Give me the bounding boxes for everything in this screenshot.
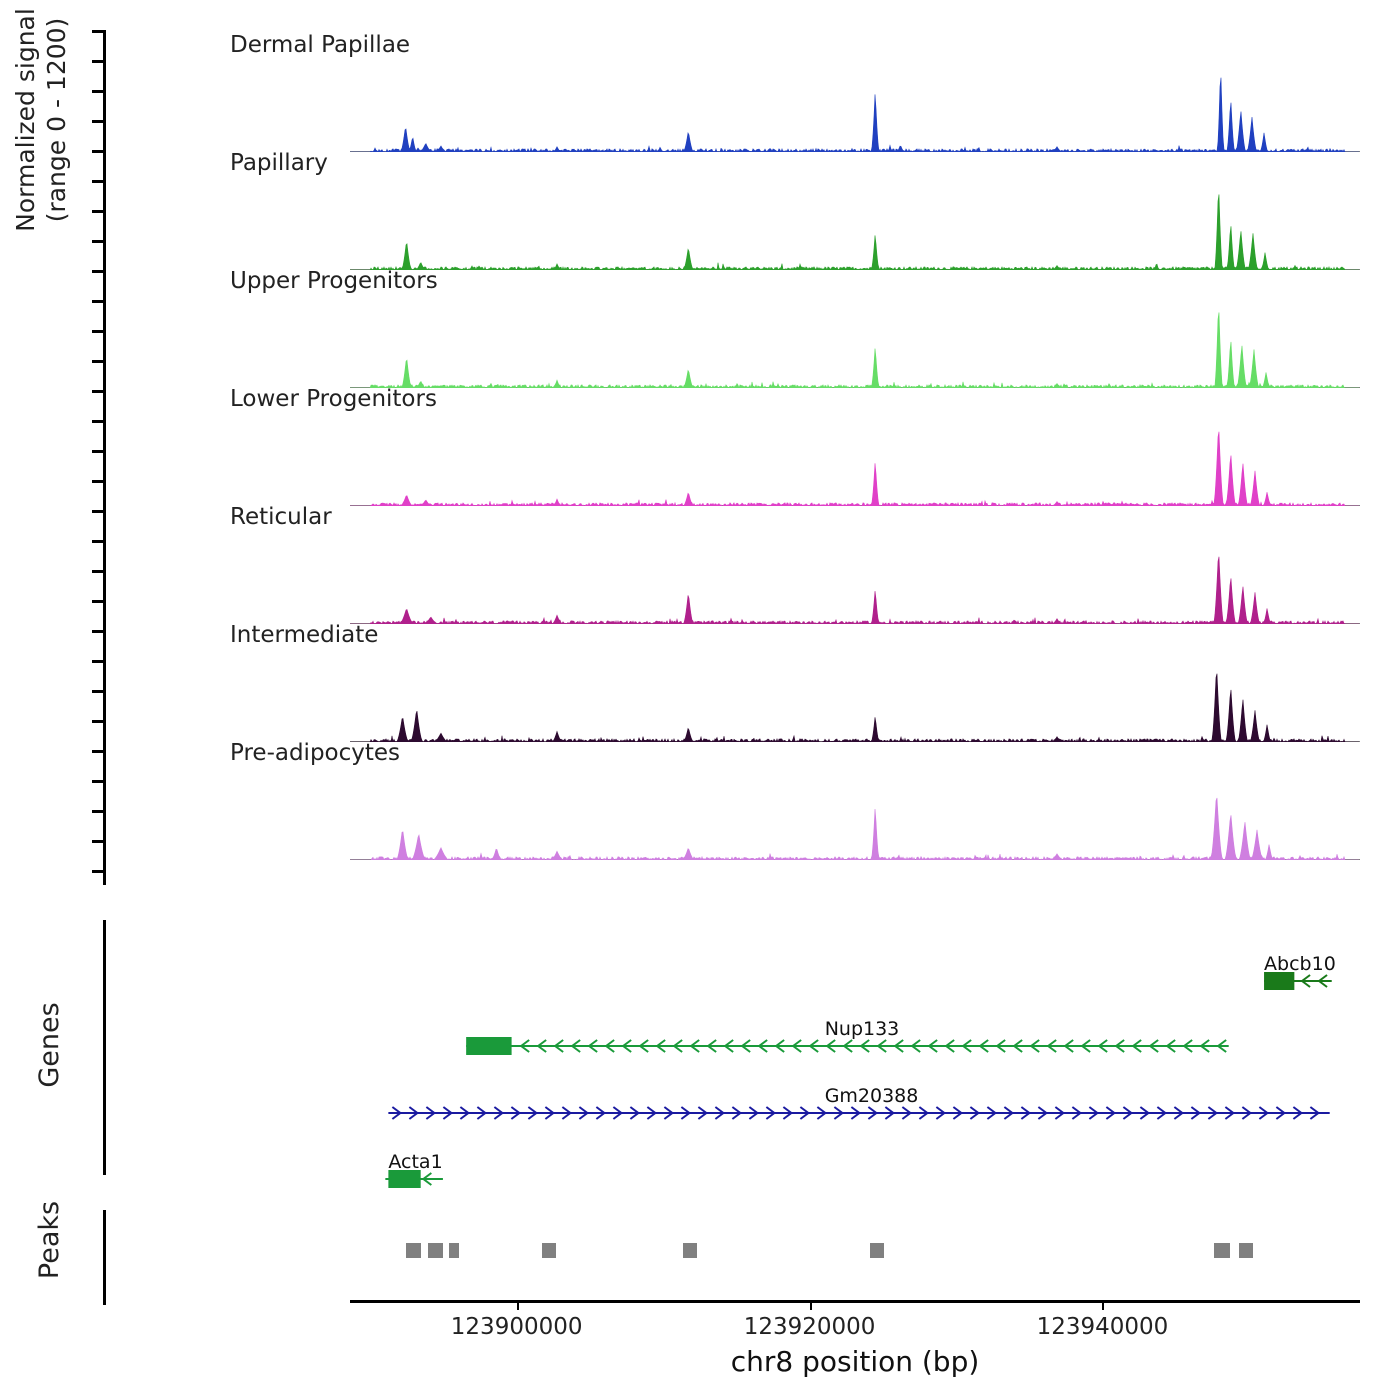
x-axis-tick-label: 123920000 [743,1314,876,1340]
signal-track [230,740,1360,860]
y-axis-tick [92,120,103,123]
track-signal [350,60,1360,152]
signal-track [230,504,1360,624]
gene-label: Abcb10 [1264,953,1336,975]
y-axis-label-line2: (range 0 - 1200) [42,17,72,223]
y-axis-tick [92,420,103,423]
y-axis-tick [92,630,103,633]
peak-marker[interactable] [1239,1243,1253,1258]
signal-axis-spine [103,30,106,885]
y-axis-tick [92,300,103,303]
y-axis-tick [92,180,103,183]
gene-label: Nup133 [824,1018,900,1040]
track-title: Papillary [230,150,328,176]
x-axis-tick [517,1300,519,1310]
y-axis-tick [92,30,103,33]
track-title: Reticular [230,504,332,530]
y-axis-label [10,0,73,300]
y-axis-tick [92,660,103,663]
gene-row[interactable] [350,1153,1360,1199]
gene-row[interactable] [350,1087,1360,1133]
y-axis-tick [92,60,103,63]
signal-track [230,268,1360,388]
y-axis-tick [92,570,103,573]
y-axis-tick [92,480,103,483]
gene-row[interactable] [350,955,1360,1001]
track-title: Pre-adipocytes [230,740,401,766]
gene-row[interactable] [350,1020,1360,1066]
peak-marker[interactable] [428,1243,443,1258]
signal-track [230,150,1360,270]
gene-model [350,955,1360,995]
y-axis-tick [92,330,103,333]
y-axis-tick [92,150,103,153]
y-axis-tick [92,270,103,273]
x-axis-tick [1102,1300,1104,1310]
y-axis-tick [92,540,103,543]
gene-label: Acta1 [388,1151,443,1173]
y-axis-tick [92,720,103,723]
x-axis-tick-label: 123940000 [1036,1314,1169,1340]
track-signal [350,532,1360,624]
x-axis-label: chr8 position (bp) [730,1345,980,1378]
track-title: Upper Progenitors [230,268,438,294]
y-axis-tick [92,840,103,843]
peak-marker[interactable] [542,1243,556,1258]
x-axis-tick-label: 123900000 [450,1314,583,1340]
peak-marker[interactable] [683,1243,697,1258]
y-axis-label-line1: Normalized signal [11,8,40,232]
y-axis-tick [92,690,103,693]
track-title: Dermal Papillae [230,32,411,58]
track-signal [350,414,1360,506]
gene-model [350,1153,1360,1193]
track-signal [350,296,1360,388]
peak-marker[interactable] [449,1243,459,1258]
y-axis-tick [92,810,103,813]
y-axis-tick [92,870,103,873]
y-axis-tick [92,450,103,453]
x-axis [350,1300,1360,1340]
signal-track [230,622,1360,742]
signal-track [230,32,1360,152]
peaks-axis-spine [103,1210,106,1305]
signal-track [230,386,1360,506]
gene-label: Gm20388 [824,1085,919,1107]
peaks-axis-label: Peaks [34,1200,65,1280]
track-signal [350,650,1360,742]
peak-marker[interactable] [406,1243,421,1258]
genes-axis-spine [103,920,106,1175]
track-title: Lower Progenitors [230,386,437,412]
track-title: Intermediate [230,622,379,648]
y-axis-tick [92,240,103,243]
y-axis-tick [92,510,103,513]
genes-panel [350,925,1360,1190]
track-signal [350,178,1360,270]
x-axis-tick [810,1300,812,1310]
y-axis-tick [92,600,103,603]
y-axis-tick [92,360,103,363]
y-axis-tick [92,210,103,213]
y-axis-tick [92,780,103,783]
peak-marker[interactable] [1214,1243,1230,1258]
track-signal [350,768,1360,860]
y-axis-tick [92,390,103,393]
y-axis-tick [92,750,103,753]
y-axis-tick [92,90,103,93]
peaks-panel [350,1215,1360,1285]
genes-axis-label: Genes [34,1002,65,1088]
peak-marker[interactable] [870,1243,884,1258]
